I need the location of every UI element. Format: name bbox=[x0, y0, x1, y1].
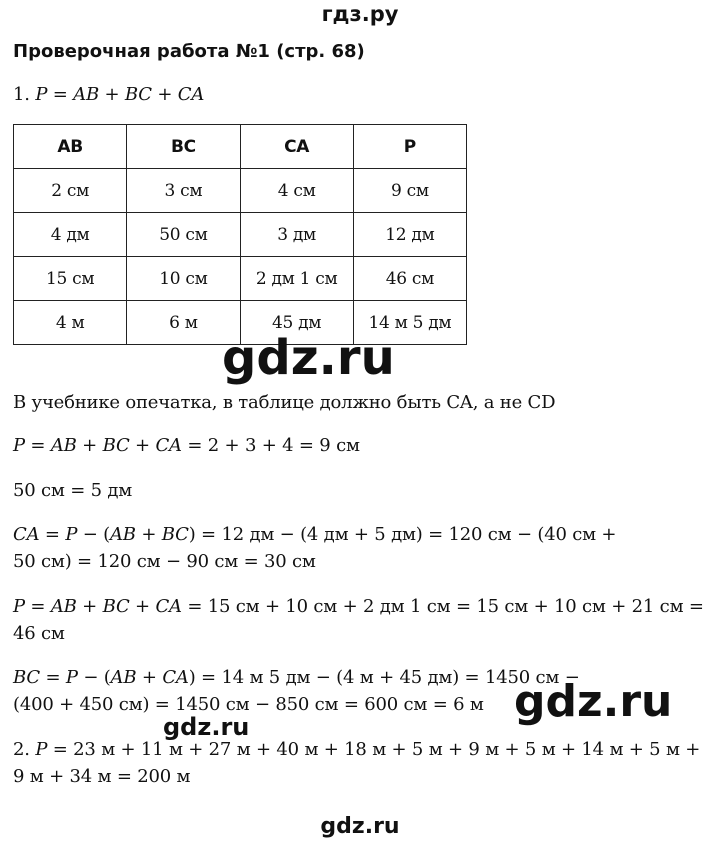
typo-note: В учебнике опечатка, в таблице должно быть CA, а не CD bbox=[13, 392, 556, 413]
table-cell: 46 см bbox=[353, 257, 466, 301]
site-header[interactable]: гдз.ру bbox=[321, 2, 399, 26]
table-header-cell: CA bbox=[240, 125, 353, 169]
table-cell: 4 м bbox=[14, 301, 127, 345]
table-row bbox=[14, 257, 467, 301]
solution-line-5b: (400 + 450 см) = 1450 см − 850 см = 600 см = 6 м bbox=[13, 694, 484, 715]
table-cell: 14 м 5 дм bbox=[353, 301, 466, 345]
watermark-small: gdz.ru bbox=[163, 713, 250, 741]
solution-line-1: P = AB + BC + CA = 2 + 3 + 4 = 9 см bbox=[13, 435, 360, 456]
watermark-footer[interactable]: gdz.ru bbox=[320, 814, 400, 839]
watermark-right: gdz.ru bbox=[514, 676, 673, 727]
watermark-big: gdz.ru bbox=[222, 330, 395, 386]
task2-line-2: 9 м + 34 м = 200 м bbox=[13, 766, 191, 787]
table-cell: 6 м bbox=[127, 301, 240, 345]
solution-line-5a: BC = P − (AB + CA) = 14 м 5 дм − (4 м + 45 дм) = 1450 см − bbox=[13, 667, 580, 688]
perimeter-table bbox=[13, 124, 467, 345]
page-title: Проверочная работа №1 (стр. 68) bbox=[13, 41, 365, 62]
task2-calc: = 23 м + 11 м + 27 м + 40 м + 18 м + 5 м + 9 м + 5 м + 14 м + 5 м + bbox=[52, 739, 701, 760]
table-header-cell: AB bbox=[14, 125, 127, 169]
table-row bbox=[14, 213, 467, 257]
solution-1-calc: = 2 + 3 + 4 = 9 см bbox=[187, 435, 360, 456]
table-header-row bbox=[14, 125, 467, 169]
task2-number: 2. bbox=[13, 739, 30, 760]
solution-line-4b: 46 см bbox=[13, 623, 65, 644]
table-cell: 15 см bbox=[14, 257, 127, 301]
table-cell: 3 см bbox=[127, 169, 240, 213]
table-cell: 4 дм bbox=[14, 213, 127, 257]
table-header-cell: BC bbox=[127, 125, 240, 169]
solution-5-calc: = 14 м 5 дм − (4 м + 45 дм) = 1450 см − bbox=[201, 667, 580, 688]
table-cell: 45 дм bbox=[240, 301, 353, 345]
table-row bbox=[14, 169, 467, 213]
table-cell: 10 см bbox=[127, 257, 240, 301]
table-cell: 2 дм 1 см bbox=[240, 257, 353, 301]
table-cell: 9 см bbox=[353, 169, 466, 213]
table-cell: 4 см bbox=[240, 169, 353, 213]
table-cell: 2 см bbox=[14, 169, 127, 213]
solution-line-3b: 50 см) = 120 см − 90 см = 30 см bbox=[13, 551, 316, 572]
solution-3-calc: = 12 дм − (4 дм + 5 дм) = 120 см − (40 см + bbox=[201, 524, 617, 545]
task1-number: 1. bbox=[13, 84, 30, 105]
task2-line-1: 2. P = 23 м + 11 м + 27 м + 40 м + 18 м + 5 м + 9 м + 5 м + 14 м + 5 м + bbox=[13, 739, 701, 760]
table-cell: 3 дм bbox=[240, 213, 353, 257]
solution-line-4a: P = AB + BC + CA = 15 см + 10 см + 2 дм 1 см = 15 см + 10 см + 21 см = bbox=[13, 596, 704, 617]
solution-line-2: 50 см = 5 дм bbox=[13, 480, 133, 501]
task1-formula-line bbox=[13, 82, 204, 108]
table-header-cell: P bbox=[353, 125, 466, 169]
solution-4-calc: = 15 см + 10 см + 2 дм 1 см = 15 см + 10 см + 21 см = bbox=[187, 596, 704, 617]
task1-formula: P = AB + BC + CA bbox=[35, 84, 205, 105]
table-cell: 12 дм bbox=[353, 213, 466, 257]
solution-line-3a: CA = P − (AB + BC) = 12 дм − (4 дм + 5 дм) = 120 см − (40 см + bbox=[13, 524, 617, 545]
table-cell: 50 см bbox=[127, 213, 240, 257]
